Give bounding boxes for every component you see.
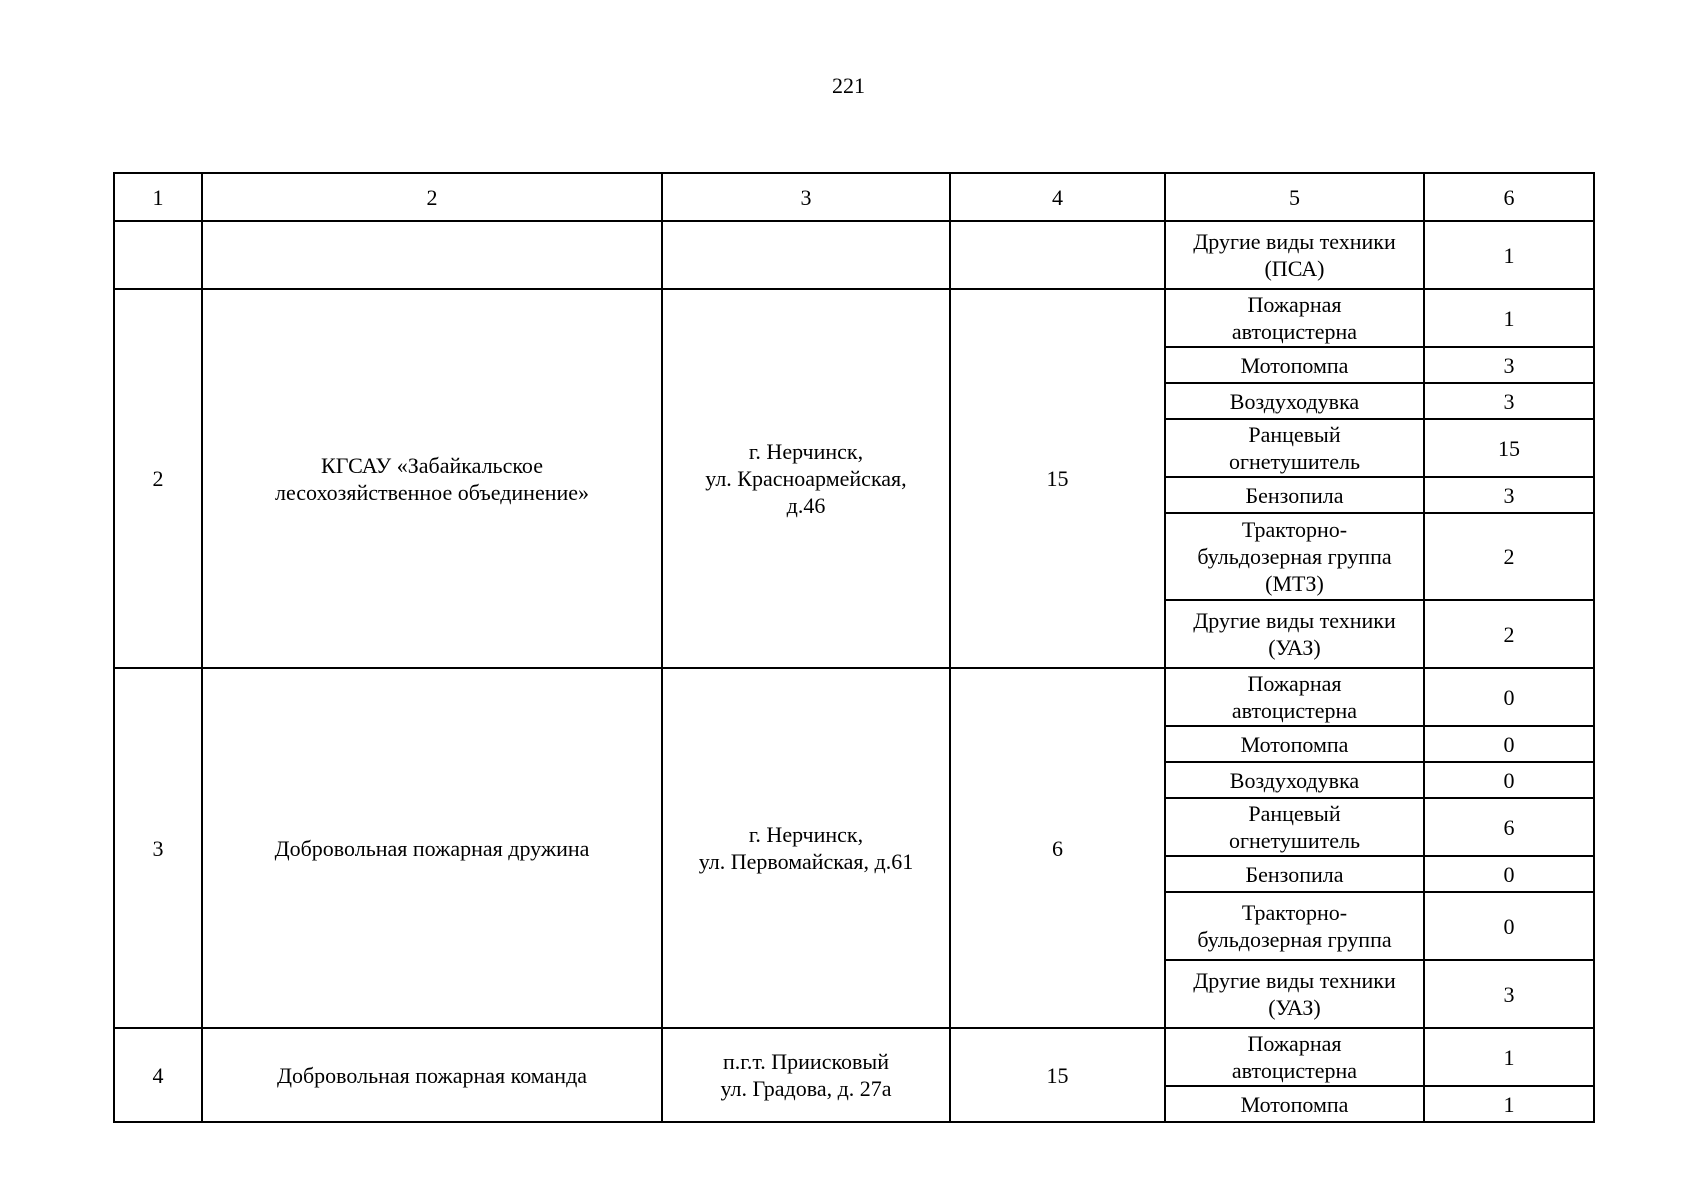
personnel-count (950, 221, 1165, 289)
equipment-name (1165, 477, 1424, 513)
organization-line: лесохозяйственное объединение» (274, 479, 590, 505)
equipment-name (1165, 383, 1424, 419)
equipment-count: 1 (1424, 289, 1594, 347)
header-cell: 6 (1424, 173, 1594, 221)
equipment-name-line: огнетушитель (1229, 828, 1360, 853)
equipment-name-line: Тракторно- (1241, 900, 1348, 925)
address-cell (662, 221, 950, 289)
header-cell: 4 (950, 173, 1165, 221)
equipment-count: 0 (1424, 892, 1594, 960)
page-number: 221 (832, 73, 865, 98)
equipment-name-line: бульдозерная группа (1197, 927, 1392, 952)
row-number (114, 221, 202, 289)
equipment-name-line: (МТЗ) (1265, 571, 1324, 596)
equipment-name-line: автоцистерна (1231, 319, 1358, 344)
equipment-name-line: Бензопила (1245, 482, 1344, 508)
equipment-count: 0 (1424, 762, 1594, 798)
equipment-name (1165, 419, 1424, 477)
equipment-name (1165, 856, 1424, 892)
equipment-name-line: Другие виды техники (1193, 608, 1396, 633)
row-number: 4 (114, 1028, 202, 1122)
personnel-count: 6 (950, 668, 1165, 1028)
address-line: ул. Градова, д. 27а (720, 1076, 892, 1101)
equipment-name (1165, 1028, 1424, 1086)
equipment-name-line: Воздуходувка (1229, 767, 1360, 793)
equipment-count: 1 (1424, 1028, 1594, 1086)
equipment-name (1165, 221, 1424, 289)
equipment-count: 6 (1424, 798, 1594, 856)
header-cell: 2 (202, 173, 662, 221)
address-line: п.г.т. Приисковый (723, 1049, 889, 1074)
equipment-name-line: автоцистерна (1231, 698, 1358, 723)
equipment-count: 0 (1424, 726, 1594, 762)
equipment-name-line: (УАЗ) (1268, 995, 1321, 1020)
equipment-name (1165, 668, 1424, 726)
organization-line: КГСАУ «Забайкальское (321, 452, 543, 478)
equipment-count: 3 (1424, 477, 1594, 513)
equipment-name (1165, 726, 1424, 762)
address-line: д.46 (786, 493, 826, 518)
equipment-name (1165, 960, 1424, 1028)
row-number: 2 (114, 289, 202, 668)
equipment-count: 0 (1424, 856, 1594, 892)
organization-line: Добровольная пожарная команда (276, 1062, 588, 1088)
equipment-count: 15 (1424, 419, 1594, 477)
equipment-name (1165, 347, 1424, 383)
equipment-count: 1 (1424, 221, 1594, 289)
equipment-name (1165, 1086, 1424, 1122)
equipment-name (1165, 762, 1424, 798)
equipment-name-line: огнетушитель (1229, 449, 1360, 474)
table-row (114, 289, 1594, 347)
equipment-name (1165, 513, 1424, 600)
equipment-name (1165, 289, 1424, 347)
equipment-name-line: бульдозерная группа (1197, 544, 1392, 569)
table-row (114, 1028, 1594, 1086)
equipment-count: 3 (1424, 960, 1594, 1028)
table-row (114, 668, 1594, 726)
equipment-name-line: Другие виды техники (1193, 968, 1396, 993)
header-cell: 3 (662, 173, 950, 221)
equipment-count: 3 (1424, 383, 1594, 419)
equipment-name-line: Бензопила (1245, 861, 1344, 887)
equipment-name-line: Мотопомпа (1240, 1091, 1349, 1117)
organization-cell (202, 668, 662, 1028)
personnel-count: 15 (950, 289, 1165, 668)
header-row (114, 173, 1594, 221)
equipment-name-line: Ранцевый (1248, 422, 1341, 447)
equipment-name-line: Пожарная (1247, 292, 1342, 317)
equipment-count: 3 (1424, 347, 1594, 383)
equipment-count: 0 (1424, 668, 1594, 726)
equipment-name (1165, 798, 1424, 856)
address-cell (662, 1028, 950, 1122)
header-cell: 5 (1165, 173, 1424, 221)
equipment-count: 2 (1424, 600, 1594, 668)
equipment-name-line: (ПСА) (1264, 256, 1325, 281)
equipment-name-line: Пожарная (1247, 671, 1342, 696)
row-number: 3 (114, 668, 202, 1028)
address-line: ул. Красноармейская, (705, 466, 907, 491)
address-cell (662, 289, 950, 668)
organization-cell (202, 289, 662, 668)
equipment-name (1165, 892, 1424, 960)
equipment-name-line: Ранцевый (1248, 801, 1341, 826)
personnel-count: 15 (950, 1028, 1165, 1122)
equipment-name-line: Другие виды техники (1193, 229, 1396, 254)
organization-line: Добровольная пожарная дружина (274, 835, 590, 861)
header-cell: 1 (114, 173, 202, 221)
equipment-name (1165, 600, 1424, 668)
equipment-name-line: Мотопомпа (1240, 352, 1349, 378)
table-row (114, 221, 1594, 289)
equipment-name-line: Пожарная (1247, 1031, 1342, 1056)
equipment-count: 2 (1424, 513, 1594, 600)
equipment-name-line: автоцистерна (1231, 1058, 1358, 1083)
equipment-name-line: (УАЗ) (1268, 635, 1321, 660)
address-line: ул. Первомайская, д.61 (698, 849, 914, 874)
equipment-name-line: Тракторно- (1241, 517, 1348, 542)
equipment-name-line: Воздуходувка (1229, 388, 1360, 414)
organization-cell (202, 1028, 662, 1122)
equipment-table (113, 172, 1595, 1123)
organization-cell (202, 221, 662, 289)
address-cell (662, 668, 950, 1028)
address-line: г. Нерчинск, (748, 822, 864, 847)
address-line: г. Нерчинск, (748, 439, 864, 464)
equipment-name-line: Мотопомпа (1240, 731, 1349, 757)
equipment-count: 1 (1424, 1086, 1594, 1122)
